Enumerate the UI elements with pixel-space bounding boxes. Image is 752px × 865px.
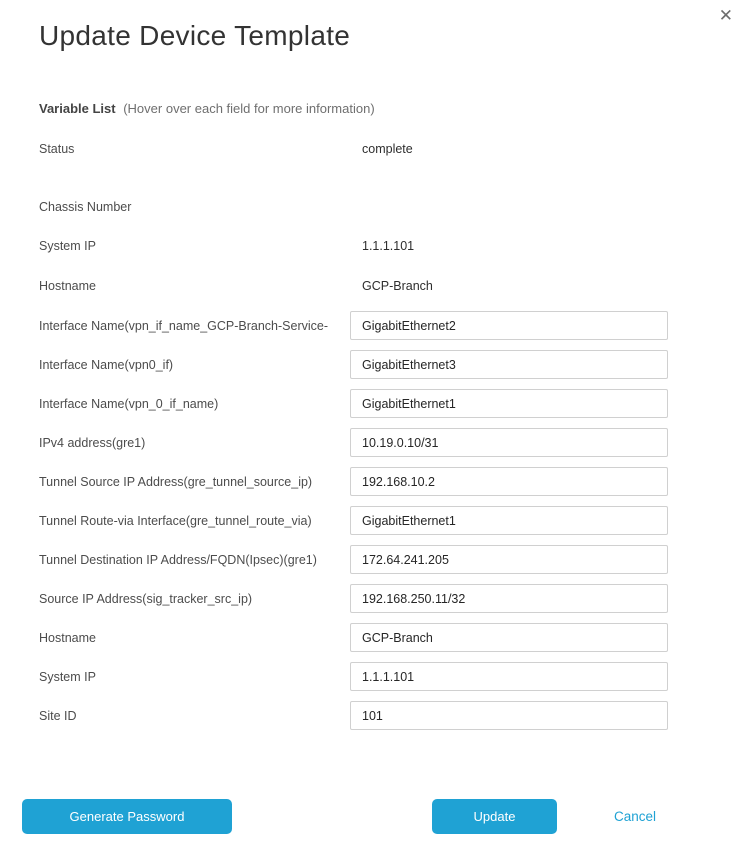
ipv4-address-gre1-label: IPv4 address(gre1): [39, 435, 146, 450]
interface-name-vpn-0-if-name-input[interactable]: [350, 389, 668, 418]
field-row-interface-name-vpn0-if: [39, 350, 668, 379]
dialog-footer: [0, 799, 752, 835]
system-ip-input[interactable]: [350, 662, 668, 691]
ipv4-address-gre1-input[interactable]: [350, 428, 668, 457]
tunnel-destination-ip-label: Tunnel Destination IP Address/FQDN(Ipsec)(gre1): [39, 552, 317, 567]
tunnel-route-via-input[interactable]: [350, 506, 668, 535]
field-row-site-id: [39, 701, 668, 730]
sig-tracker-source-ip-label: Source IP Address(sig_tracker_src_ip): [39, 591, 253, 606]
interface-name-service-vpn-input[interactable]: [350, 311, 668, 340]
interface-name-service-vpn-label: Interface Name(vpn_if_name_GCP-Branch-Service-: [39, 318, 329, 333]
variable-list-header: [39, 101, 668, 117]
cancel-button[interactable]: Cancel: [614, 799, 656, 834]
sig-tracker-source-ip-input[interactable]: [350, 584, 668, 613]
static-row-hostname: [39, 278, 668, 294]
variable-list-hint: (Hover over each field for more information): [123, 101, 375, 117]
hostname-input[interactable]: [350, 623, 668, 652]
interface-name-vpn0-if-label: Interface Name(vpn0_if): [39, 357, 174, 372]
variable-input-list: [39, 311, 668, 730]
dialog-content: [0, 101, 752, 730]
chassis-number-label: Chassis Number: [39, 200, 132, 215]
system-ip-value: 1.1.1.101: [362, 239, 415, 254]
system-ip-label: System IP: [39, 239, 96, 254]
static-row-chassis-number: [39, 199, 668, 215]
hostname-label: Hostname: [39, 279, 96, 294]
tunnel-source-ip-input[interactable]: [350, 467, 668, 496]
tunnel-route-via-label: Tunnel Route-via Interface(gre_tunnel_route_via): [39, 513, 312, 528]
hostname-value: GCP-Branch: [362, 279, 433, 294]
field-row-sig-tracker-source-ip: [39, 584, 668, 613]
site-id-label: Site ID: [39, 708, 77, 723]
status-value: complete: [362, 142, 413, 157]
field-row-ipv4-address-gre1: [39, 428, 668, 457]
field-row-interface-name-service-vpn: [39, 311, 668, 340]
hostname-input-label: Hostname: [39, 630, 96, 645]
site-id-input[interactable]: [350, 701, 668, 730]
static-row-system-ip: [39, 238, 668, 254]
tunnel-source-ip-label: Tunnel Source IP Address(gre_tunnel_source_ip): [39, 474, 313, 489]
field-row-tunnel-route-via: [39, 506, 668, 535]
static-row-status: [39, 141, 668, 157]
interface-name-vpn0-if-input[interactable]: [350, 350, 668, 379]
field-row-tunnel-destination-ip: [39, 545, 668, 574]
tunnel-destination-ip-input[interactable]: [350, 545, 668, 574]
field-row-system-ip: [39, 662, 668, 691]
status-label: Status: [39, 142, 75, 157]
close-icon[interactable]: ✕: [717, 3, 735, 29]
field-row-interface-name-vpn-0-if-name: [39, 389, 668, 418]
system-ip-input-label: System IP: [39, 669, 96, 684]
field-row-tunnel-source-ip: [39, 467, 668, 496]
field-row-hostname: [39, 623, 668, 652]
update-button[interactable]: Update: [432, 799, 557, 834]
page-title: Update Device Template: [39, 20, 351, 51]
interface-name-vpn-0-if-name-label: Interface Name(vpn_0_if_name): [39, 396, 219, 411]
generate-password-button[interactable]: Generate Password: [22, 799, 232, 834]
variable-list-title: Variable List: [39, 101, 116, 117]
